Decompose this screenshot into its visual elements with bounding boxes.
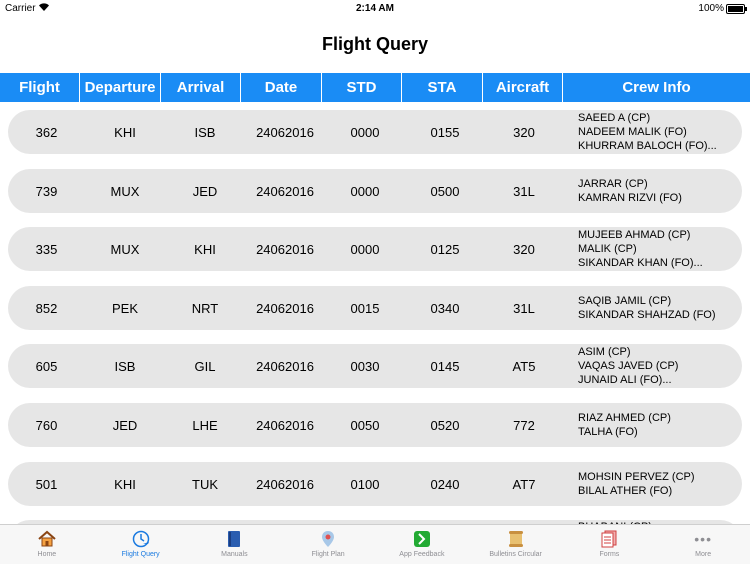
arrival-code: JED: [192, 183, 218, 199]
battery-icon: [726, 4, 745, 14]
column-header-sta: STA: [402, 73, 483, 102]
arrival-code: KHI: [194, 241, 216, 257]
aircraft-type: AT5: [512, 358, 536, 374]
flight-number: 335: [35, 241, 58, 257]
std-time: 0030: [350, 358, 380, 374]
aircraft-type: 31L: [513, 300, 535, 316]
crew-member: SIKANDAR SHAHZAD (FO): [578, 309, 716, 321]
flight-number: 739: [35, 183, 58, 199]
tab-home[interactable]: [0, 525, 94, 564]
feedback-icon: [412, 529, 432, 549]
crew-member: KHURRAM BALOCH (FO)...: [578, 140, 717, 152]
column-header-arrival: Arrival: [161, 73, 241, 102]
arrival-code: LHE: [192, 417, 218, 433]
forms-icon: [599, 529, 619, 549]
arrival-code: TUK: [192, 476, 218, 492]
crew-member: SAQIB JAMIL (CP): [578, 295, 672, 307]
crew-info: [578, 294, 716, 322]
map-pin-icon: [318, 529, 338, 549]
table-row[interactable]: [8, 462, 742, 506]
crew-member: BILAL ATHER (FO): [578, 485, 673, 497]
column-header-aircraft: Aircraft: [483, 73, 563, 102]
book-icon: [224, 529, 244, 549]
crew-info: [578, 470, 695, 498]
departure-code: MUX: [110, 241, 140, 257]
sta-time: 0240: [430, 476, 460, 492]
crew-info: [578, 177, 682, 205]
sta-time: 0340: [430, 300, 460, 316]
departure-code: JED: [112, 417, 138, 433]
aircraft-type: 320: [513, 241, 535, 257]
flight-number: 362: [35, 124, 58, 140]
flight-date: 24062016: [256, 417, 314, 433]
column-header-flight: Flight: [0, 73, 80, 102]
flight-date: 24062016: [256, 183, 314, 199]
crew-info: [578, 411, 671, 439]
sta-time: 0500: [430, 183, 460, 199]
tab-more[interactable]: [656, 525, 750, 564]
crew-member: SIKANDAR KHAN (FO)...: [578, 257, 703, 269]
crew-member: ASIM (CP): [578, 346, 631, 358]
flight-number: 760: [35, 417, 58, 433]
crew-member: VAQAS JAVED (CP): [578, 360, 679, 372]
crew-member: MOHSIN PERVEZ (CP): [578, 471, 695, 483]
departure-code: KHI: [114, 124, 136, 140]
table-row[interactable]: [8, 286, 742, 330]
departure-code: KHI: [114, 476, 136, 492]
tab-flight-query-label: Flight Query: [121, 551, 160, 558]
crew-member: JARRAR (CP): [578, 178, 648, 190]
table-row[interactable]: [8, 344, 742, 388]
crew-member: JUNAID ALI (FO)...: [578, 374, 672, 386]
departure-code: MUX: [110, 183, 140, 199]
clock-time: 2:14 AM: [356, 3, 394, 14]
table-row[interactable]: [8, 403, 742, 447]
crew-info: [578, 228, 703, 270]
tab-bulletins-circular-label: Bulletins Circular: [489, 551, 542, 558]
crew-info: [578, 111, 717, 153]
crew-member: MUJEEB AHMAD (CP): [578, 229, 691, 241]
tab-app-feedback-label: App Feedback: [399, 551, 445, 558]
departure-code: PEK: [111, 300, 138, 316]
aircraft-type: AT7: [512, 476, 536, 492]
aircraft-type: 31L: [513, 183, 535, 199]
tab-forms-label: Forms: [599, 551, 620, 558]
tab-manuals-label: Manuals: [221, 551, 248, 558]
crew-member: RIAZ AHMED (CP): [578, 412, 671, 424]
home-icon: [37, 529, 57, 549]
sta-time: 0145: [430, 358, 460, 374]
tab-app-feedback[interactable]: [375, 525, 469, 564]
arrival-code: ISB: [194, 124, 216, 140]
flight-number: 605: [35, 358, 58, 374]
tab-flight-plan[interactable]: [281, 525, 375, 564]
carrier-label: Carrier: [5, 3, 36, 14]
flight-date: 24062016: [256, 358, 314, 374]
std-time: 0050: [350, 417, 380, 433]
table-row[interactable]: [8, 169, 742, 213]
crew-info: [578, 345, 678, 387]
departure-code: ISB: [114, 358, 136, 374]
flight-date: 24062016: [256, 124, 314, 140]
clock-plane-icon: [131, 529, 151, 549]
tab-more-label: More: [695, 551, 712, 558]
std-time: 0000: [350, 183, 380, 199]
tab-flight-query[interactable]: [94, 525, 188, 564]
crew-member: SAEED A (CP): [578, 112, 651, 124]
flight-list[interactable]: [0, 102, 750, 524]
tab-manuals[interactable]: [188, 525, 282, 564]
std-time: 0000: [350, 241, 380, 257]
page-title: Flight Query: [321, 34, 428, 54]
flight-date: 24062016: [256, 300, 314, 316]
sta-time: 0520: [430, 417, 460, 433]
tab-flight-plan-label: Flight Plan: [311, 551, 345, 558]
std-time: 0000: [350, 124, 380, 140]
scroll-icon: [506, 529, 526, 549]
table-row[interactable]: [8, 227, 742, 271]
sta-time: 0125: [430, 241, 460, 257]
flight-number: 852: [35, 300, 58, 316]
flight-date: 24062016: [256, 241, 314, 257]
aircraft-type: 320: [513, 124, 535, 140]
arrival-code: NRT: [191, 300, 219, 316]
std-time: 0100: [350, 476, 380, 492]
crew-member: KAMRAN RIZVI (FO): [578, 192, 682, 204]
table-row[interactable]: [8, 110, 742, 154]
status-bar: [0, 0, 750, 18]
column-header-departure: Departure: [80, 73, 161, 102]
crew-member: NADEEM MALIK (FO): [578, 126, 687, 138]
flight-number: 501: [35, 476, 58, 492]
std-time: 0015: [350, 300, 380, 316]
tab-bar: [0, 524, 750, 564]
arrival-code: GIL: [194, 358, 216, 374]
more-icon: •••: [694, 531, 712, 547]
aircraft-type: 772: [513, 417, 535, 433]
column-header-std: STD: [322, 73, 402, 102]
tab-bulletins-circular[interactable]: [469, 525, 563, 564]
table-header: [0, 73, 750, 102]
crew-member: MALIK (CP): [578, 243, 637, 255]
column-header-crew-info: Crew Info: [622, 79, 691, 96]
flight-date: 24062016: [256, 476, 314, 492]
battery-percent: 100%: [698, 3, 724, 14]
tab-forms[interactable]: [563, 525, 657, 564]
crew-member: TALHA (FO): [578, 426, 638, 438]
sta-time: 0155: [430, 124, 460, 140]
column-header-date: Date: [241, 73, 322, 102]
tab-home-label: Home: [37, 551, 57, 558]
